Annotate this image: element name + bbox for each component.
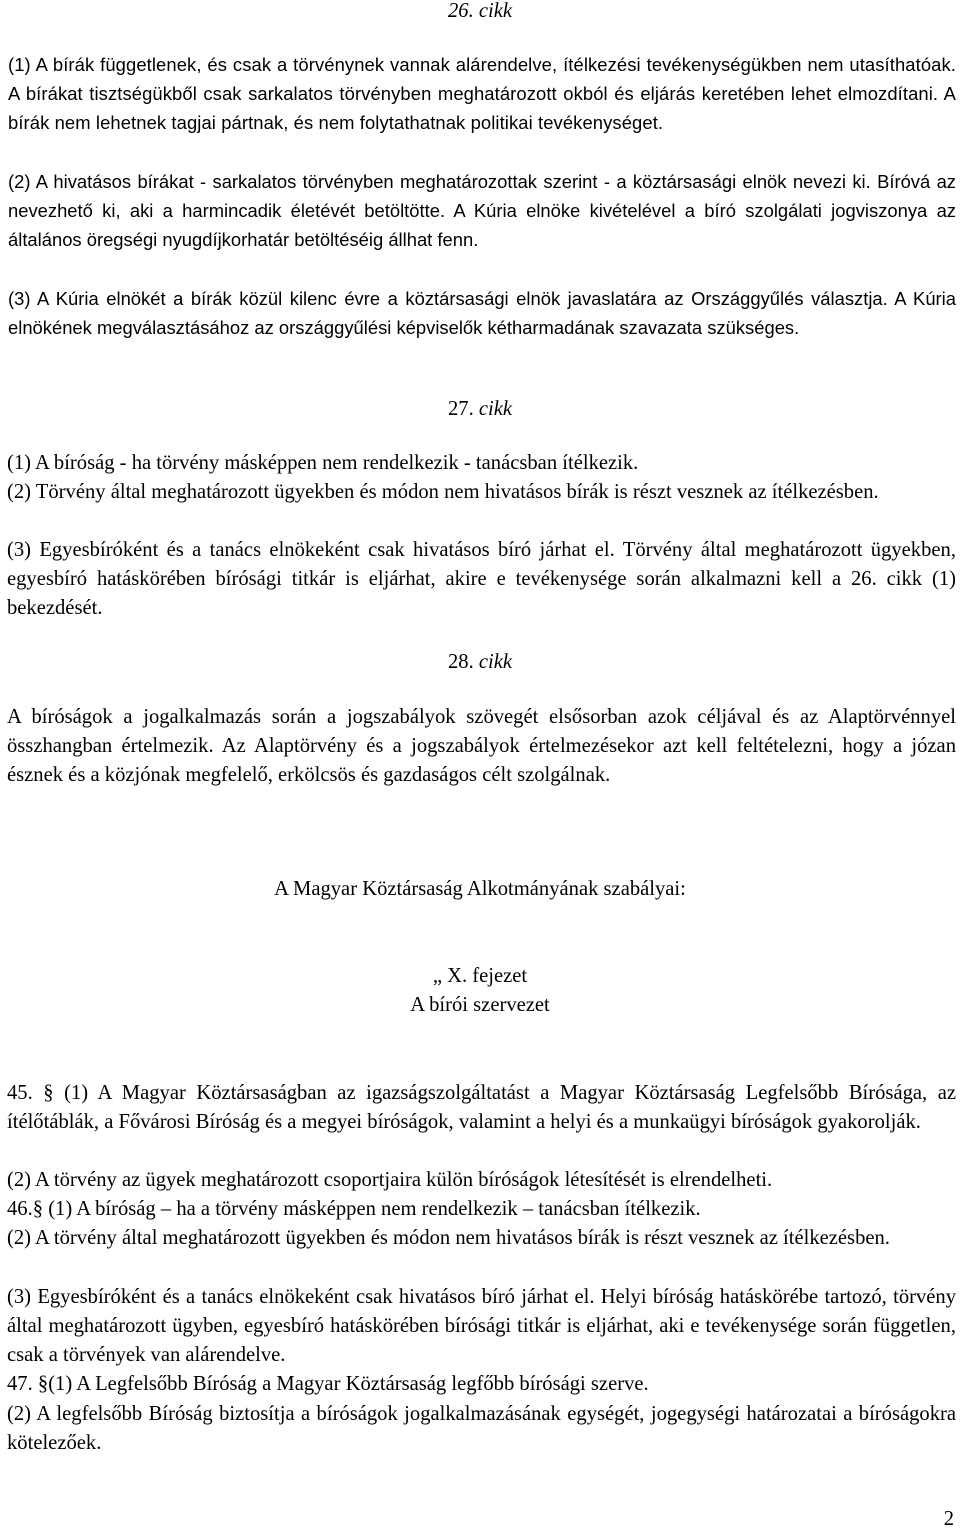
article-27-number: 27. bbox=[447, 398, 474, 420]
article-26-word: cikk bbox=[478, 0, 513, 22]
article-27-paragraph-2: (2) Törvény által meghatározott ügyekben és módon nem hivatásos bírák is részt vesznek az ítélkezésben. bbox=[7, 481, 879, 503]
article-26-paragraph-1: (1) A bírák függetlenek, és csak a törvénynek vannak alárendelve, ítélkezési tevékenységükben nem utasíthatóak. A bírákat tisztségükből csak sarkalatos törvényben meghatározott okból és eljárás keretében lehet elmozdítani. A bírák nem lehetnek tagjai pártnak, és nem folytathatnak politikai tevékenységet. bbox=[8, 54, 956, 134]
page-number: 2 bbox=[943, 1508, 954, 1530]
section-46-paragraph-3: (3) Egyesbíróként és a tanács elnökeként csak hivatásos bíró járhat el. Helyi bíróság hatáskörébe tartozó, törvény által meghatározott ügyben, egyesbíró hatáskörében bírósági titkár is eljárhat, aki e tevékenysége során független, csak a törvények van alárendelve. bbox=[7, 1286, 956, 1367]
article-27-heading bbox=[0, 395, 960, 424]
article-27-word: cikk bbox=[478, 398, 513, 420]
article-28-paragraph: A bíróságok a jogalkalmazás során a jogszabályok szövegét elsősorban azok céljával és az Alaptörvénnyel összhangban értelmezik. Az Alaptörvény és a jogszabályok értelmezésekor azt kell feltételezni, hogy a józan észnek és a közjónak megfelelő, erkölcsös és gazdaságos célt szolgálnak. bbox=[7, 706, 956, 787]
article-26-heading bbox=[0, 0, 960, 26]
constitution-heading: A Magyar Köztársaság Alkotmányának szabályai: bbox=[274, 878, 686, 900]
article-27-paragraph-1: (1) A bíróság - ha törvény másképpen nem rendelkezik - tanácsban ítélkezik. bbox=[7, 452, 639, 474]
section-47-paragraph-1: 47. §(1) A Legfelsőbb Bíróság a Magyar Köztársaság legfőbb bírósági szerve. bbox=[7, 1373, 649, 1395]
article-26-number: 26. bbox=[447, 0, 474, 22]
section-47-paragraph-2: (2) A legfelsőbb Bíróság biztosítja a bíróságok jogalkalmazásának egységét, jogegységi határozatai a bíróságokra kötelezőek. bbox=[7, 1403, 956, 1455]
section-45-paragraph-1: 45. § (1) A Magyar Köztársaságban az igazságszolgáltatást a Magyar Köztársaság Legfelsőbb Bírósága, az ítélőtáblák, a Fővárosi Bíróság és a megyei bíróságok, valamint a helyi és a munkaügyi bíróságok gyakorolják. bbox=[7, 1082, 956, 1134]
section-45-paragraph-2: (2) A törvény az ügyek meghatározott csoportjaira külön bíróságok létesítését is elrendelheti. bbox=[7, 1169, 773, 1191]
article-28-number: 28. bbox=[447, 651, 474, 673]
chapter-label: „ X. fejezet bbox=[432, 965, 528, 987]
article-27-paragraph-3: (3) Egyesbíróként és a tanács elnökeként csak hivatásos bíró járhat el. Törvény által meghatározott ügyekben, egyesbíró hatáskörében bírósági titkár is eljárhat, akire e tevékenysége során alkalmazni kell a 26. cikk (1) bekezdését. bbox=[7, 539, 956, 620]
section-46-paragraph-2: (2) A törvény által meghatározott ügyekben és módon nem hivatásos bírák is részt vesznek az ítélkezésben. bbox=[7, 1227, 890, 1249]
section-46-paragraph-1: 46.§ (1) A bíróság – ha a törvény másképpen nem rendelkezik – tanácsban ítélkezik. bbox=[7, 1198, 701, 1220]
article-26-paragraph-3: (3) A Kúria elnökét a bírák közül kilenc évre a köztársasági elnök javaslatára az Országgyűlés választja. A Kúria elnökének megválasztásához az országgyűlési képviselők kétharmadának szavazata szükséges. bbox=[8, 288, 956, 339]
article-26-paragraph-2: (2) A hivatásos bírákat - sarkalatos törvényben meghatározottak szerint - a köztársasági elnök nevezi ki. Bíróvá az nevezhető ki, aki a harmincadik életévét betöltötte. A Kúria elnöke kivételével a bíró szolgálati jogviszonya az általános öregségi nyugdíjkorhatár betöltéséig állhat fenn. bbox=[8, 171, 956, 251]
article-28-heading bbox=[0, 648, 960, 677]
chapter-title: A bírói szervezet bbox=[410, 994, 550, 1016]
article-28-word: cikk bbox=[478, 651, 513, 673]
